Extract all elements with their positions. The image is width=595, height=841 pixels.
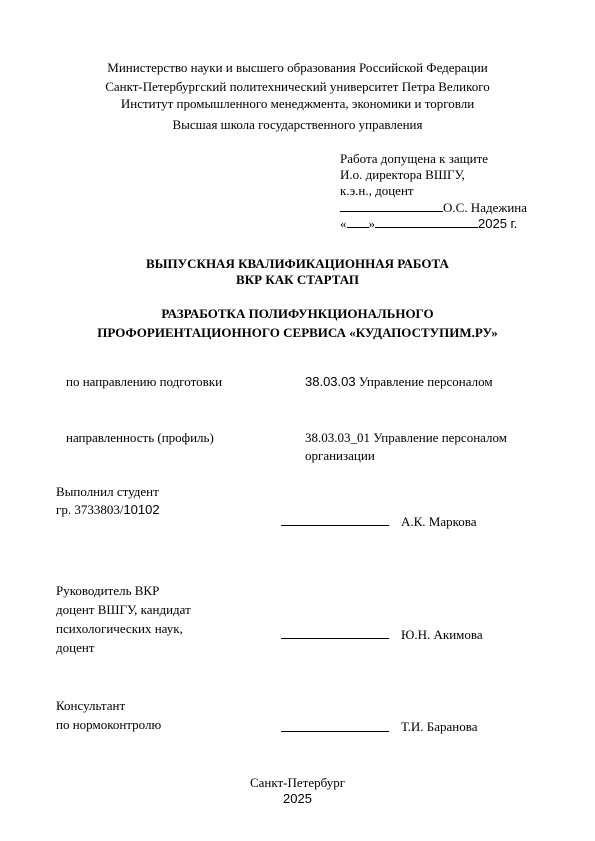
consultant-name: Т.И. Баранова — [401, 719, 478, 734]
supervisor-title-3: доцент — [56, 640, 95, 655]
profile-label: направленность (профиль) — [66, 430, 214, 445]
city: Санкт-Петербург — [249, 775, 346, 790]
topic-title-line-2: ПРОФОРИЕНТАЦИОННОГО СЕРВИСА «КУДАПОСТУПИМ.РУ» — [97, 325, 498, 340]
approval-line-1: Работа допущена к защите — [340, 151, 489, 166]
consultant-area: по нормоконтролю — [56, 717, 162, 732]
supervisor-signature-line — [281, 638, 389, 639]
approval-signer: О.С. Надежина — [443, 200, 528, 215]
year: 2025 — [283, 791, 312, 806]
work-type-subtitle: ВКР КАК СТАРТАП — [236, 272, 359, 287]
direction-value — [305, 374, 493, 390]
work-type-title: ВЫПУСКНАЯ КВАЛИФИКАЦИОННАЯ РАБОТА — [146, 256, 449, 271]
ministry-line: Министерство науки и высшего образования Российской Федерации — [107, 60, 488, 75]
topic-title-line-1: РАЗРАБОТКА ПОЛИФУНКЦИОНАЛЬНОГО — [161, 306, 434, 321]
supervisor-title-2: психологических наук, — [56, 621, 183, 636]
direction-label: по направлению подготовки — [66, 374, 223, 389]
student-role: Выполнил студент — [56, 484, 159, 499]
direction-name: Управление персоналом — [355, 374, 493, 389]
date-quote-open: « — [340, 216, 347, 231]
student-group-code: 10102 — [123, 502, 160, 517]
approval-line-3: к.э.н., доцент — [340, 183, 414, 198]
profile-value-line-2: организации — [305, 448, 375, 463]
supervisor-title-1: доцент ВШГУ, кандидат — [56, 602, 191, 617]
consultant-signature-line — [281, 731, 389, 732]
supervisor-role: Руководитель ВКР — [56, 583, 160, 598]
supervisor-name: Ю.Н. Акимова — [401, 627, 483, 642]
approval-line-2: И.о. директора ВШГУ, — [340, 167, 465, 182]
signature-blank — [340, 211, 443, 212]
approval-signature-line — [340, 200, 527, 216]
day-blank — [347, 227, 369, 228]
approval-date-line — [340, 216, 517, 232]
consultant-role: Консультант — [56, 698, 126, 713]
date-quote-close: » — [368, 216, 375, 231]
approval-year: 2025 г. — [478, 216, 518, 231]
student-group-label: гр. 3733803/ — [56, 502, 124, 517]
student-signature-line — [281, 525, 389, 526]
month-blank — [375, 227, 478, 228]
profile-value-line-1: 38.03.03_01 Управление персоналом — [305, 430, 508, 445]
student-name: А.К. Маркова — [401, 514, 477, 529]
student-group — [56, 502, 160, 518]
school-line: Высшая школа государственного управления — [172, 117, 423, 132]
institute-line: Институт промышленного менеджмента, экономики и торговли — [120, 96, 475, 111]
university-line: Санкт-Петербургский политехнический университет Петра Великого — [105, 79, 490, 94]
direction-code: 38.03.03 — [305, 374, 356, 389]
